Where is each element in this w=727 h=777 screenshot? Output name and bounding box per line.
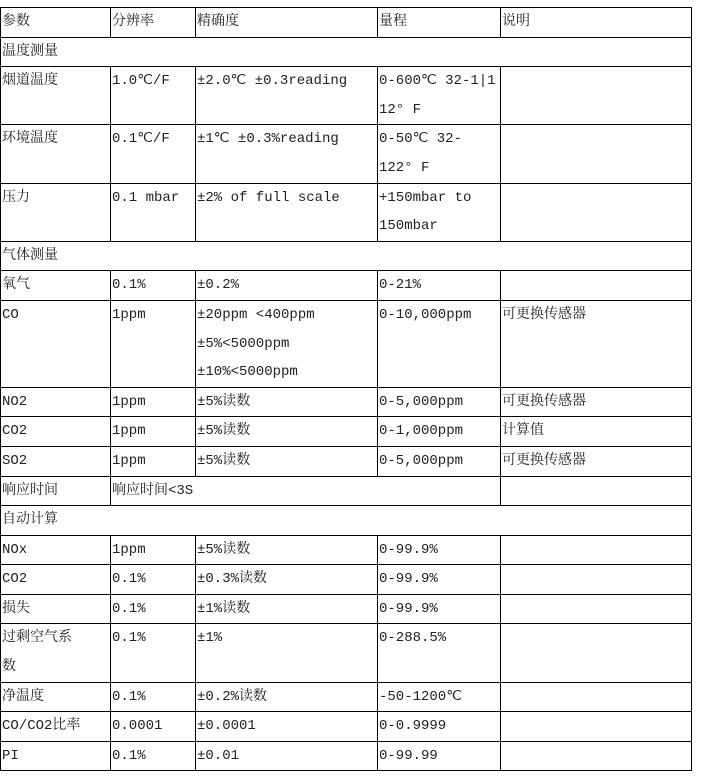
table-row bbox=[1, 594, 692, 624]
cell-range bbox=[378, 535, 501, 565]
cell-line: 0-0.9999 bbox=[379, 718, 447, 735]
cell-line: -50-1200℃ bbox=[379, 688, 462, 705]
cell-line: 0-99.9% bbox=[379, 541, 438, 558]
cell-param bbox=[1, 387, 111, 417]
cell-param bbox=[1, 300, 111, 387]
table-row bbox=[1, 446, 692, 476]
cell-line: ±0.01 bbox=[197, 747, 240, 764]
cell-line: ±1℃ ±0.3%reading bbox=[197, 131, 339, 148]
table-row bbox=[1, 387, 692, 417]
cell-range bbox=[378, 125, 501, 183]
cell-line: CO/CO2比率 bbox=[2, 718, 81, 735]
cell-line: 0-5,000ppm bbox=[379, 393, 464, 410]
cell-param bbox=[1, 535, 111, 565]
cell-range bbox=[378, 594, 501, 624]
cell-notes bbox=[501, 387, 692, 417]
cell-notes bbox=[501, 594, 692, 624]
cell-line: +150mbar to bbox=[379, 189, 472, 206]
cell-accuracy bbox=[196, 535, 378, 565]
cell-line: ±5%读数 bbox=[197, 423, 251, 440]
cell-line: ±5%<5000ppm bbox=[197, 335, 290, 352]
cell-line: 1.0℃/F bbox=[112, 73, 170, 90]
cell-range bbox=[378, 417, 501, 447]
cell-line: 0.1% bbox=[112, 630, 146, 647]
cell-notes bbox=[501, 682, 692, 712]
cell-line: CO2 bbox=[2, 571, 28, 588]
cell-notes bbox=[501, 624, 692, 682]
cell-range bbox=[378, 682, 501, 712]
cell-line: 氧气 bbox=[2, 277, 30, 294]
cell-notes bbox=[501, 565, 692, 595]
cell-line: ±1% bbox=[197, 630, 223, 647]
cell-param: 响应时间 bbox=[1, 476, 111, 506]
table-row bbox=[1, 741, 692, 771]
cell-resolution bbox=[111, 565, 196, 595]
cell-param bbox=[1, 712, 111, 742]
header-param: 参数 bbox=[1, 8, 111, 38]
table-row bbox=[1, 535, 692, 565]
cell-param bbox=[1, 565, 111, 595]
cell-line: 0-99.9% bbox=[379, 600, 438, 617]
cell-line: 计算值 bbox=[502, 423, 544, 440]
cell-line: 数 bbox=[2, 659, 16, 676]
cell-line: 1ppm bbox=[112, 393, 146, 410]
cell-line: 1ppm bbox=[112, 452, 146, 469]
section-title: 温度测量 bbox=[1, 37, 692, 67]
table-row bbox=[1, 417, 692, 447]
cell-accuracy bbox=[196, 712, 378, 742]
cell-line: ±0.2% bbox=[197, 277, 240, 294]
section-row bbox=[1, 241, 692, 271]
cell-accuracy bbox=[196, 594, 378, 624]
cell-resolution bbox=[111, 387, 196, 417]
table-row bbox=[1, 565, 692, 595]
response-time-row bbox=[1, 476, 692, 506]
cell-notes bbox=[501, 446, 692, 476]
cell-resolution bbox=[111, 712, 196, 742]
cell-resolution bbox=[111, 446, 196, 476]
cell-notes bbox=[501, 712, 692, 742]
cell-line: ±5%读数 bbox=[197, 393, 251, 410]
section-title: 气体测量 bbox=[1, 241, 692, 271]
cell-line: 压力 bbox=[2, 189, 30, 206]
cell-line: 122° F bbox=[379, 159, 430, 176]
cell-line: 0.1% bbox=[112, 688, 146, 705]
cell-line: 0.1 mbar bbox=[112, 189, 180, 206]
cell-accuracy bbox=[196, 67, 378, 125]
cell-line: ±5%读数 bbox=[197, 541, 251, 558]
cell-range bbox=[378, 565, 501, 595]
cell-line: ±2% of full scale bbox=[197, 189, 340, 206]
header-resolution: 分辨率 bbox=[111, 8, 196, 38]
cell-resolution bbox=[111, 125, 196, 183]
cell-param bbox=[1, 741, 111, 771]
cell-line: CO2 bbox=[2, 423, 28, 440]
cell-line: ±10%<5000ppm bbox=[197, 364, 298, 381]
cell-line: 0-10,000ppm bbox=[379, 306, 472, 323]
cell-line: 0-600℃ 32-1|1 bbox=[379, 73, 496, 90]
cell-range bbox=[378, 712, 501, 742]
cell-line: 净温度 bbox=[2, 688, 44, 705]
cell-line: ±0.0001 bbox=[197, 718, 256, 735]
cell-notes bbox=[501, 271, 692, 301]
cell-line: 0.1% bbox=[112, 747, 146, 764]
cell-range bbox=[378, 624, 501, 682]
cell-notes bbox=[501, 67, 692, 125]
cell-resolution bbox=[111, 67, 196, 125]
cell-resolution bbox=[111, 624, 196, 682]
cell-line: CO bbox=[2, 306, 19, 323]
cell-accuracy bbox=[196, 741, 378, 771]
cell-accuracy bbox=[196, 417, 378, 447]
cell-accuracy bbox=[196, 682, 378, 712]
cell-param bbox=[1, 446, 111, 476]
cell-accuracy bbox=[196, 300, 378, 387]
cell-accuracy bbox=[196, 271, 378, 301]
cell-line: 0.1% bbox=[112, 600, 146, 617]
table-row bbox=[1, 125, 692, 183]
cell-param bbox=[1, 682, 111, 712]
cell-range bbox=[378, 300, 501, 387]
table-row bbox=[1, 67, 692, 125]
header-accuracy: 精确度 bbox=[196, 8, 378, 38]
cell-notes bbox=[501, 476, 692, 506]
cell-line: 0-1,000ppm bbox=[379, 423, 464, 440]
cell-accuracy bbox=[196, 624, 378, 682]
cell-line: 1ppm bbox=[112, 306, 146, 323]
section-title: 自动计算 bbox=[1, 506, 692, 536]
cell-line: 0-5,000ppm bbox=[379, 452, 464, 469]
cell-accuracy bbox=[196, 446, 378, 476]
cell-line: 可更换传感器 bbox=[502, 306, 586, 323]
cell-line: 可更换传感器 bbox=[502, 452, 586, 469]
cell-resolution bbox=[111, 183, 196, 241]
cell-notes bbox=[501, 300, 692, 387]
table-row bbox=[1, 271, 692, 301]
cell-range bbox=[378, 271, 501, 301]
table-row bbox=[1, 300, 692, 387]
cell-param bbox=[1, 67, 111, 125]
cell-line: 过剩空气系 bbox=[2, 630, 72, 647]
cell-notes bbox=[501, 535, 692, 565]
cell-line: SO2 bbox=[2, 452, 28, 469]
cell-param bbox=[1, 624, 111, 682]
cell-line: 0-50℃ 32- bbox=[379, 131, 462, 148]
cell-line: 0-99.99 bbox=[379, 747, 438, 764]
cell-line: ±5%读数 bbox=[197, 452, 251, 469]
cell-line: 0-288.5% bbox=[379, 630, 447, 647]
cell-line: ±0.2%读数 bbox=[197, 688, 268, 705]
cell-range bbox=[378, 741, 501, 771]
cell-line: 损失 bbox=[2, 600, 30, 617]
cell-line: NOx bbox=[2, 541, 28, 558]
cell-line: ±20ppm <400ppm bbox=[197, 306, 315, 323]
header-row bbox=[1, 8, 692, 38]
cell-line: ±0.3%读数 bbox=[197, 571, 268, 588]
cell-resolution bbox=[111, 271, 196, 301]
cell-line: 0.1% bbox=[112, 571, 146, 588]
cell-accuracy bbox=[196, 565, 378, 595]
cell-notes bbox=[501, 125, 692, 183]
cell-range bbox=[378, 387, 501, 417]
cell-range bbox=[378, 67, 501, 125]
cell-line: PI bbox=[2, 747, 19, 764]
section-row bbox=[1, 37, 692, 67]
cell-line: NO2 bbox=[2, 393, 28, 410]
cell-resolution bbox=[111, 535, 196, 565]
cell-resolution bbox=[111, 594, 196, 624]
cell-accuracy bbox=[196, 387, 378, 417]
cell-resolution bbox=[111, 741, 196, 771]
cell-line: 烟道温度 bbox=[2, 73, 58, 90]
cell-line: 0-99.9% bbox=[379, 571, 438, 588]
cell-line: 0.0001 bbox=[112, 718, 163, 735]
table-row bbox=[1, 712, 692, 742]
cell-notes bbox=[501, 741, 692, 771]
cell-line: ±1%读数 bbox=[197, 600, 251, 617]
cell-notes bbox=[501, 417, 692, 447]
cell-param bbox=[1, 417, 111, 447]
cell-resolution bbox=[111, 682, 196, 712]
cell-line: 0-21% bbox=[379, 277, 422, 294]
cell-param bbox=[1, 183, 111, 241]
cell-line: 150mbar bbox=[379, 218, 438, 235]
cell-range bbox=[378, 446, 501, 476]
cell-line: 0.1% bbox=[112, 277, 146, 294]
cell-line: ±2.0℃ ±0.3reading bbox=[197, 73, 348, 90]
cell-range bbox=[378, 183, 501, 241]
cell-accuracy bbox=[196, 183, 378, 241]
cell-resolution bbox=[111, 417, 196, 447]
cell-line: 1ppm bbox=[112, 423, 146, 440]
cell-param bbox=[1, 594, 111, 624]
spec-table bbox=[0, 7, 692, 771]
cell-line: 12° F bbox=[379, 101, 422, 118]
cell-response-value: 响应时间<3S bbox=[111, 476, 501, 506]
header-range: 量程 bbox=[378, 8, 501, 38]
cell-line: 0.1℃/F bbox=[112, 131, 170, 148]
table-row bbox=[1, 624, 692, 682]
table-row bbox=[1, 183, 692, 241]
cell-param bbox=[1, 125, 111, 183]
cell-line: 可更换传感器 bbox=[502, 393, 586, 410]
cell-notes bbox=[501, 183, 692, 241]
section-row bbox=[1, 506, 692, 536]
cell-line: 1ppm bbox=[112, 541, 146, 558]
table-row bbox=[1, 682, 692, 712]
header-notes: 说明 bbox=[501, 8, 692, 38]
cell-accuracy bbox=[196, 125, 378, 183]
cell-param bbox=[1, 271, 111, 301]
cell-line: 环境温度 bbox=[2, 131, 58, 148]
cell-resolution bbox=[111, 300, 196, 387]
